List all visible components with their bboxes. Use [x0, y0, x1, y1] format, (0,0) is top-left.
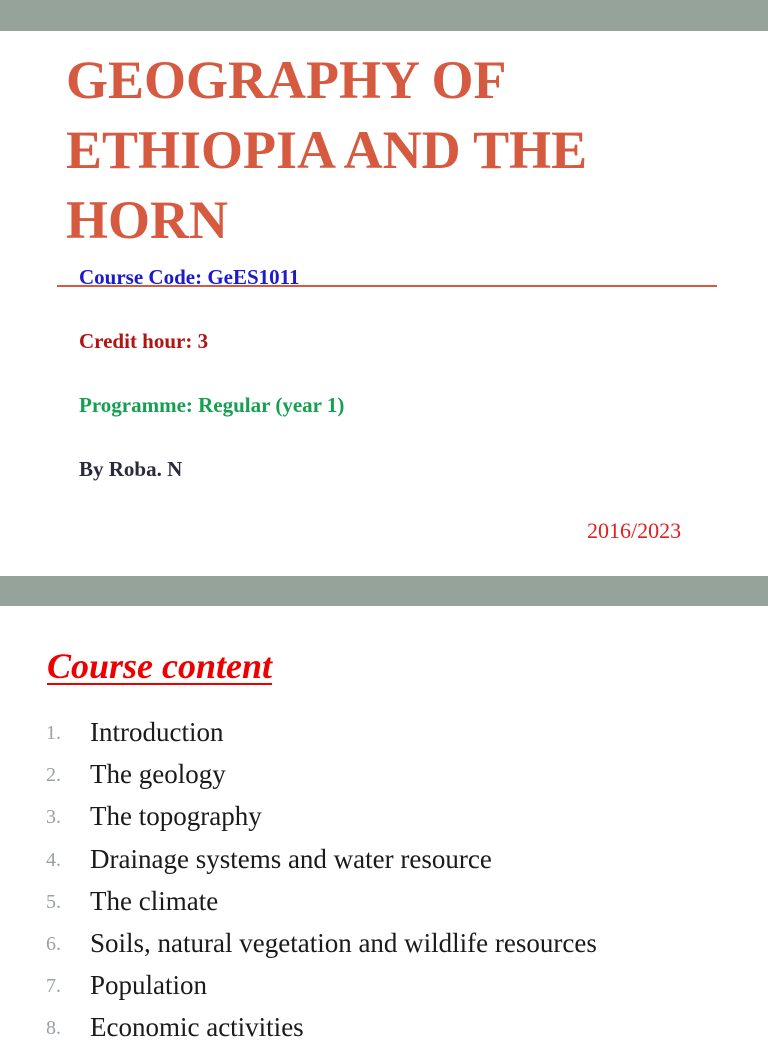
list-item [0, 1011, 768, 1053]
list-item-label: Economic activities [90, 1012, 304, 1043]
list-item [0, 927, 768, 969]
list-item-label: The climate [90, 885, 219, 916]
list-item-label: Soils, natural vegetation and wildlife resources [90, 927, 597, 958]
title-slide [0, 31, 768, 576]
list-item-number: 3. [46, 806, 61, 829]
title-line: GEOGRAPHY OF [66, 50, 507, 110]
credit-hour: Credit hour: 3 [79, 329, 209, 353]
list-item-number: 1. [46, 722, 61, 744]
course-content-heading: Course content [47, 646, 273, 686]
title-line: HORN [66, 190, 228, 250]
year: 2016/2023 [587, 518, 682, 543]
list-item-number: 2. [46, 764, 61, 787]
slide-title [66, 45, 746, 255]
list-item [0, 843, 768, 885]
programme: Programme: Regular (year 1) [79, 393, 345, 417]
course-code: Course Code: GeES1011 [79, 265, 300, 289]
top-divider-band [0, 0, 768, 31]
list-item-label: The geology [90, 759, 226, 790]
list-item-number: 8. [46, 1017, 61, 1040]
list-item [0, 758, 768, 800]
list-item-label: Introduction [90, 717, 224, 747]
list-item [0, 716, 768, 758]
list-item [0, 885, 768, 927]
list-item [0, 800, 768, 842]
list-item-number: 5. [46, 890, 61, 913]
list-item-number: 4. [46, 848, 61, 871]
list-item-label: Drainage systems and water resource [90, 843, 492, 874]
list-item-number: 6. [46, 932, 61, 955]
middle-divider-band [0, 576, 768, 606]
title-line: ETHIOPIA AND THE [66, 120, 588, 180]
course-content-slide [0, 606, 768, 1043]
author: By Roba. N [79, 457, 183, 481]
course-content-list [0, 716, 768, 1054]
list-item-label: Population [90, 970, 208, 1001]
list-item [0, 969, 768, 1011]
list-item-number: 7. [46, 975, 61, 998]
list-item-label: The topography [90, 801, 262, 832]
